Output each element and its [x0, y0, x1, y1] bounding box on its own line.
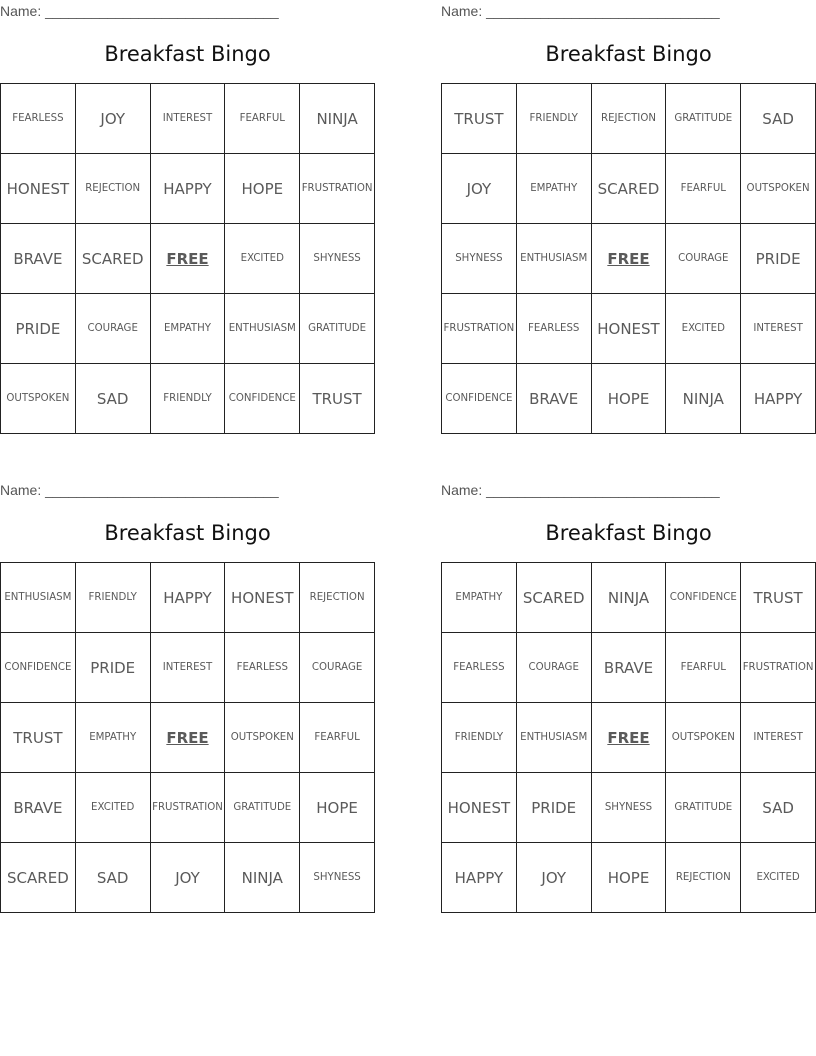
bingo-cell: EXCITED [76, 773, 151, 843]
bingo-cell: EMPATHY [151, 294, 226, 364]
bingo-cell: BRAVE [1, 224, 76, 294]
bingo-cell: OUTSPOKEN [666, 703, 741, 773]
bingo-cell: HONEST [225, 563, 300, 633]
bingo-grid [0, 562, 375, 913]
bingo-cell: INTEREST [151, 633, 226, 703]
bingo-cell: INTEREST [741, 294, 816, 364]
bingo-cell: HOPE [225, 154, 300, 224]
bingo-cell: FEARFUL [225, 84, 300, 154]
bingo-cell: TRUST [300, 364, 375, 434]
bingo-cell: EMPATHY [517, 154, 592, 224]
bingo-cell: EXCITED [225, 224, 300, 294]
bingo-cell: EXCITED [741, 843, 816, 913]
name-field[interactable]: Name: ______________________________ [0, 482, 279, 498]
bingo-cell: REJECTION [666, 843, 741, 913]
bingo-cell: INTEREST [151, 84, 226, 154]
card-title: Breakfast Bingo [104, 42, 271, 66]
bingo-cell: FRIENDLY [517, 84, 592, 154]
bingo-cell: FEARLESS [517, 294, 592, 364]
bingo-cell: SAD [76, 364, 151, 434]
bingo-cell: GRATITUDE [225, 773, 300, 843]
bingo-cell: BRAVE [592, 633, 667, 703]
bingo-cell: REJECTION [76, 154, 151, 224]
free-space: FREE [151, 224, 226, 294]
bingo-cell: COURAGE [517, 633, 592, 703]
bingo-cell: OUTSPOKEN [225, 703, 300, 773]
bingo-cell: HAPPY [442, 843, 517, 913]
bingo-cell: EXCITED [666, 294, 741, 364]
bingo-cell: COURAGE [666, 224, 741, 294]
bingo-cell: SAD [741, 773, 816, 843]
bingo-cell: SHYNESS [442, 224, 517, 294]
bingo-cell: HAPPY [741, 364, 816, 434]
bingo-cell: ENTHUSIASM [1, 563, 76, 633]
bingo-cell: ENTHUSIASM [225, 294, 300, 364]
bingo-cell: PRIDE [1, 294, 76, 364]
bingo-cell: JOY [442, 154, 517, 224]
bingo-cell: SAD [76, 843, 151, 913]
bingo-cell: TRUST [1, 703, 76, 773]
bingo-cell: FEARLESS [1, 84, 76, 154]
bingo-cell: GRATITUDE [666, 84, 741, 154]
bingo-cell: NINJA [225, 843, 300, 913]
bingo-cell: FRUSTRATION [442, 294, 517, 364]
bingo-cell: SCARED [517, 563, 592, 633]
bingo-cell: BRAVE [1, 773, 76, 843]
bingo-cell: NINJA [300, 84, 375, 154]
bingo-cell: HOPE [300, 773, 375, 843]
bingo-cell: REJECTION [300, 563, 375, 633]
name-field[interactable]: Name: ______________________________ [0, 3, 279, 19]
bingo-cell: HOPE [592, 843, 667, 913]
bingo-cell: FEARFUL [300, 703, 375, 773]
bingo-cell: PRIDE [517, 773, 592, 843]
bingo-cell: HONEST [592, 294, 667, 364]
bingo-cell: FEARFUL [666, 154, 741, 224]
free-space: FREE [592, 224, 667, 294]
card-title: Breakfast Bingo [545, 42, 712, 66]
bingo-cell: FEARLESS [442, 633, 517, 703]
bingo-grid [0, 83, 375, 434]
bingo-card-1 [0, 0, 375, 436]
bingo-cell: FRUSTRATION [741, 633, 816, 703]
bingo-cell: HAPPY [151, 563, 226, 633]
bingo-cell: JOY [76, 84, 151, 154]
bingo-cell: HONEST [442, 773, 517, 843]
card-title: Breakfast Bingo [545, 521, 712, 545]
bingo-cell: SCARED [592, 154, 667, 224]
bingo-cell: FRIENDLY [151, 364, 226, 434]
bingo-cell: CONFIDENCE [1, 633, 76, 703]
bingo-grid [441, 562, 816, 913]
bingo-cell: BRAVE [517, 364, 592, 434]
free-space: FREE [151, 703, 226, 773]
name-field[interactable]: Name: ______________________________ [441, 3, 720, 19]
bingo-cell: CONFIDENCE [666, 563, 741, 633]
bingo-cell: FRIENDLY [76, 563, 151, 633]
bingo-cell: GRATITUDE [300, 294, 375, 364]
bingo-cell: CONFIDENCE [442, 364, 517, 434]
bingo-cell: FEARFUL [666, 633, 741, 703]
bingo-cell: TRUST [741, 563, 816, 633]
bingo-cell: JOY [517, 843, 592, 913]
bingo-cell: TRUST [442, 84, 517, 154]
bingo-cell: SCARED [76, 224, 151, 294]
bingo-cell: NINJA [592, 563, 667, 633]
bingo-cell: JOY [151, 843, 226, 913]
bingo-card-4 [441, 479, 816, 915]
bingo-cell: FRUSTRATION [300, 154, 375, 224]
bingo-cell: FEARLESS [225, 633, 300, 703]
bingo-cell: OUTSPOKEN [741, 154, 816, 224]
bingo-cell: EMPATHY [76, 703, 151, 773]
bingo-cell: HOPE [592, 364, 667, 434]
name-field[interactable]: Name: ______________________________ [441, 482, 720, 498]
bingo-cell: NINJA [666, 364, 741, 434]
bingo-cell: GRATITUDE [666, 773, 741, 843]
bingo-cell: PRIDE [76, 633, 151, 703]
bingo-cell: FRIENDLY [442, 703, 517, 773]
bingo-cell: HONEST [1, 154, 76, 224]
bingo-cell: CONFIDENCE [225, 364, 300, 434]
bingo-cell: SHYNESS [300, 843, 375, 913]
bingo-cell: ENTHUSIASM [517, 224, 592, 294]
bingo-cell: ENTHUSIASM [517, 703, 592, 773]
bingo-card-2 [441, 0, 816, 436]
bingo-cell: REJECTION [592, 84, 667, 154]
bingo-cell: EMPATHY [442, 563, 517, 633]
bingo-cell: HAPPY [151, 154, 226, 224]
bingo-cell: SHYNESS [300, 224, 375, 294]
bingo-card-3 [0, 479, 375, 915]
bingo-cell: FRUSTRATION [151, 773, 226, 843]
bingo-grid [441, 83, 816, 434]
free-space: FREE [592, 703, 667, 773]
bingo-cell: PRIDE [741, 224, 816, 294]
card-title: Breakfast Bingo [104, 521, 271, 545]
bingo-cell: COURAGE [300, 633, 375, 703]
bingo-cell: SAD [741, 84, 816, 154]
bingo-cell: INTEREST [741, 703, 816, 773]
bingo-cell: OUTSPOKEN [1, 364, 76, 434]
bingo-cell: SHYNESS [592, 773, 667, 843]
bingo-cell: SCARED [1, 843, 76, 913]
bingo-cell: COURAGE [76, 294, 151, 364]
